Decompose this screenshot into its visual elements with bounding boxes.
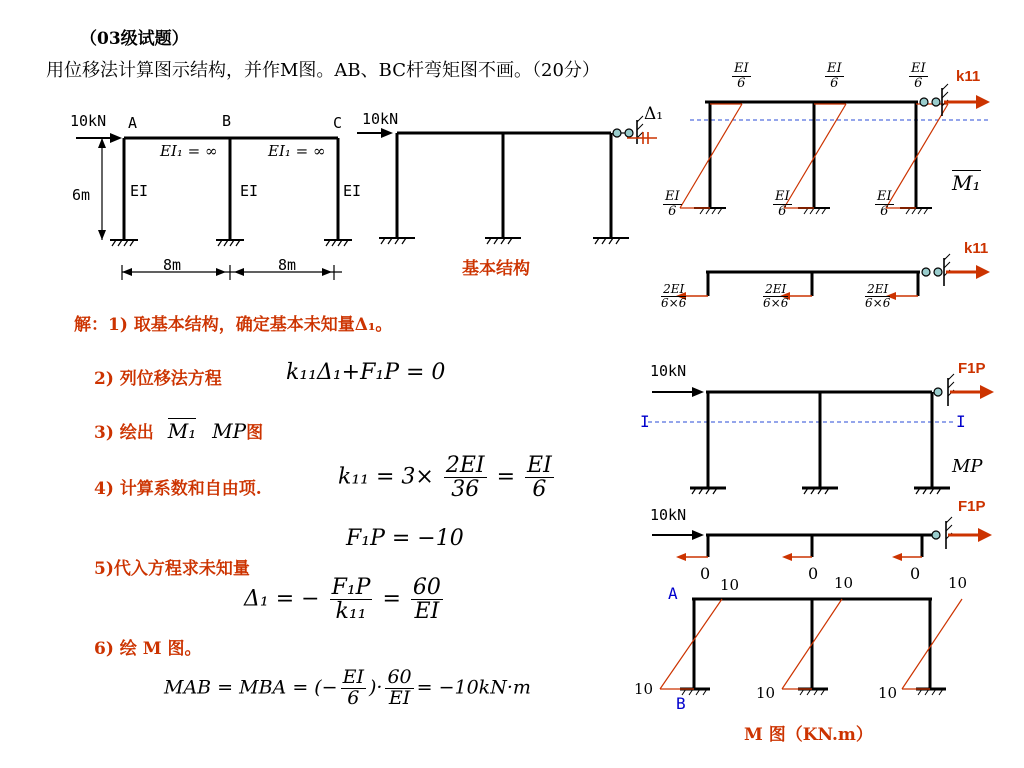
- mp-load-label: 10kN: [650, 362, 687, 380]
- shear1-frac-1: $\frac{2EI}{6\times 6}$: [661, 282, 687, 310]
- equation-6: MAB = MBA = (− $\frac{EI}{6}$ )· $\frac{60}{EI}$ = −10kN·m: [164, 666, 531, 709]
- m1-bot1-frac: $\frac{EI}{6}$: [665, 189, 680, 219]
- step-3-mp: MP: [212, 419, 247, 443]
- eq5-lhs: Δ₁ = −: [244, 586, 320, 612]
- ei1-label-right: EI₁ = ∞: [268, 142, 326, 160]
- k11-label-top: k11: [956, 68, 981, 85]
- shear-body-2-figure: [640, 505, 1020, 575]
- k11-label-bottom: k11: [964, 240, 989, 257]
- node-c-label: C: [333, 114, 343, 132]
- ei-col3-label: EI: [343, 182, 362, 200]
- step-1: 解：1) 取基本结构，确定基本未知量Δ₁。: [74, 315, 393, 335]
- section-right-label: I: [956, 412, 966, 431]
- step-6: 6) 绘 M 图。: [94, 639, 202, 659]
- equation-4a: k₁₁ = 3× $\frac{2EI}{36}$ = $\frac{EI}{6}$: [338, 453, 552, 503]
- delta-label: Δ₁: [644, 104, 664, 124]
- m-bot-value-3: 10: [878, 684, 898, 702]
- eq6-lhs: MAB = MBA = (−: [164, 676, 338, 699]
- shear2-load-label: 10kN: [650, 506, 687, 524]
- node-b-label: B: [222, 112, 232, 130]
- k11-arrow-icon: [976, 95, 990, 109]
- eq4a-mid: =: [496, 464, 516, 490]
- basic-structure-figure: [355, 100, 675, 250]
- node-a-label: A: [128, 114, 138, 132]
- step-3: [94, 418, 263, 443]
- eq5-mid: =: [382, 586, 401, 612]
- step-3-m1: M₁: [167, 419, 197, 443]
- mp-diagram-figure: [640, 360, 1020, 505]
- f1p-arrow-icon: [980, 385, 994, 399]
- exam-tag: （03级试题）: [80, 29, 189, 49]
- m-node-b-label: B: [676, 694, 686, 713]
- m1-top3-frac: $\frac{EI}{6}$: [911, 61, 926, 91]
- eq4a-lhs: k₁₁ = 3×: [338, 464, 434, 490]
- step-5: 5)代入方程求未知量: [94, 559, 250, 579]
- load-arrow-icon: [692, 387, 704, 397]
- f1p-label-top: F1P: [958, 360, 986, 377]
- m-diagram-figure: [630, 585, 1020, 720]
- ei1-label-left: EI₁ = ∞: [160, 142, 218, 160]
- basic-structure-caption: 基本结构: [462, 259, 530, 279]
- f1p-label-bottom: F1P: [958, 498, 986, 515]
- span1-label: 8m: [163, 256, 182, 274]
- shear1-frac-3: $\frac{2EI}{6\times 6}$: [865, 282, 891, 310]
- equation-5: Δ₁ = − $\frac{\text{F₁P}}{\text{k₁₁}}$ = $\frac{60}{EI}$: [244, 575, 441, 625]
- load-arrow-icon: [110, 133, 122, 143]
- m1-bot2-frac: $\frac{EI}{6}$: [775, 189, 790, 219]
- ei-col1-label: EI: [130, 182, 149, 200]
- step-2: 2) 列位移法方程: [94, 369, 222, 389]
- step-3-suffix: 图: [246, 423, 264, 443]
- step-3-prefix: 3) 绘出: [94, 423, 154, 443]
- k11-arrow-icon: [976, 265, 990, 279]
- basic-load-label: 10kN: [362, 110, 399, 128]
- f1p-arrow-icon: [978, 528, 992, 542]
- m-diagram-caption: M 图（KN.m）: [744, 725, 873, 745]
- m1-top1-frac: $\frac{EI}{6}$: [734, 61, 749, 91]
- shear1-frac-2: $\frac{2EI}{6\times 6}$: [763, 282, 789, 310]
- span2-label: 8m: [278, 256, 297, 274]
- shear2-value-2: 0: [808, 564, 819, 583]
- m1-label: M₁: [952, 171, 981, 195]
- equation-2: k₁₁Δ₁+F₁P = 0: [286, 360, 446, 385]
- eq6-mid: )·: [368, 676, 383, 699]
- m-bot-value-1: 10: [634, 680, 654, 698]
- equation-4b: F₁P = −10: [346, 526, 464, 551]
- load-arrow-icon: [381, 128, 393, 138]
- load-label: 10kN: [70, 112, 107, 130]
- load-arrow-icon: [692, 530, 704, 540]
- m-top-value-2: 10: [834, 574, 854, 592]
- mp-label: MP: [952, 456, 983, 477]
- shear2-value-1: 0: [700, 564, 711, 583]
- height-label: 6m: [72, 186, 91, 204]
- m-bot-value-2: 10: [756, 684, 776, 702]
- m1-top2-frac: $\frac{EI}{6}$: [827, 61, 842, 91]
- m1-bot3-frac: $\frac{EI}{6}$: [877, 189, 892, 219]
- ei-col2-label: EI: [240, 182, 259, 200]
- shear2-value-3: 0: [910, 564, 921, 583]
- eq6-rhs: = −10kN·m: [416, 676, 531, 699]
- m-top-value-1: 10: [720, 576, 740, 594]
- m-top-value-3: 10: [948, 574, 968, 592]
- problem-statement: 用位移法计算图示结构，并作M图。AB、BC杆弯矩图不画。（20分）: [46, 60, 600, 81]
- section-left-label: I: [640, 412, 650, 431]
- m-node-a-label: A: [668, 584, 678, 603]
- step-4: 4) 计算系数和自由项.: [94, 479, 262, 499]
